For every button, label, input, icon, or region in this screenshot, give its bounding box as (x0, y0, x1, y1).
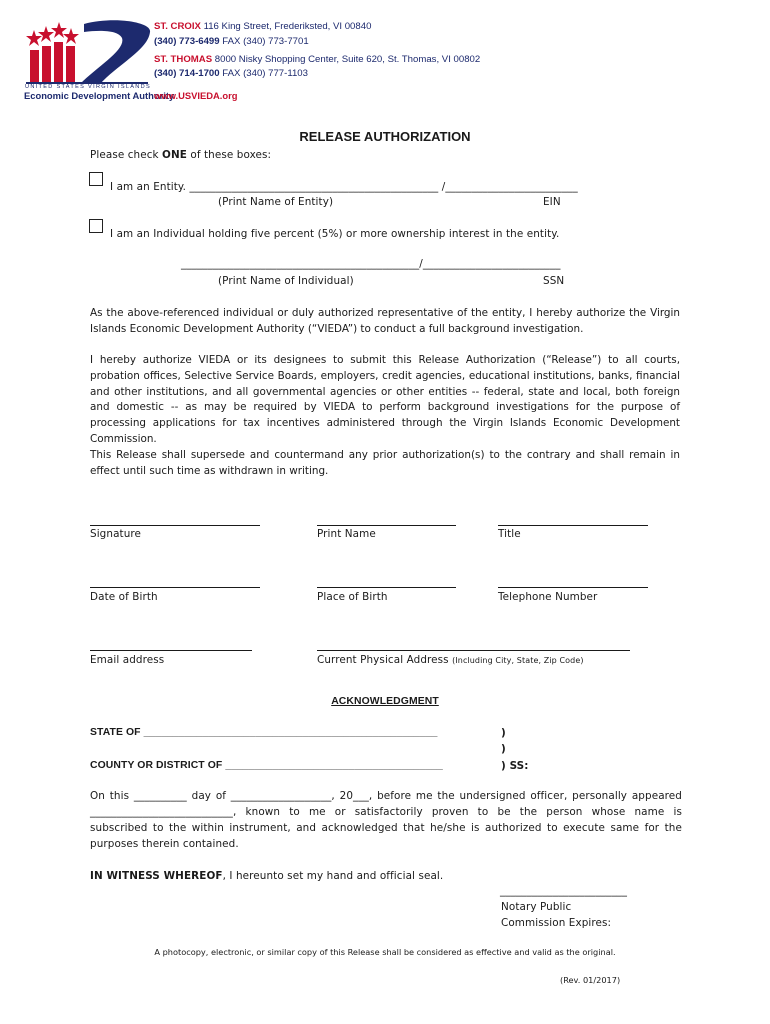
authorization-paragraph-2: I hereby authorize VIEDA or its designees to submit this Release Authorization (“Release”) to all courts, probation offices, Selective Service Boards, employers, credit agencies, educational institutions, banks, financial and other institutions, and all governmental agencies or other entities -- federal, state and local, both foreign and domestic -- as may be required by VIEDA to perform background investigations for the purpose of processing applications for tax incentives administered through the Virgin Islands Economic Development Commission. (90, 354, 680, 445)
place-of-birth-line[interactable] (317, 587, 456, 588)
stcroix-street: 116 King Street, Frederiksted, VI 00840 (203, 21, 372, 32)
address-line[interactable] (317, 650, 630, 651)
notary-signature-line[interactable]: ________________________ (500, 885, 628, 897)
telephone-line[interactable] (498, 587, 648, 588)
entity-name-caption: (Print Name of Entity) (218, 196, 334, 208)
ack-body-line-1: On this __________ day of ___________________, 20___, before me the undersigned officer, personally appeared (90, 790, 682, 802)
stthomas-street: 8000 Nisky Shopping Center, Suite 620, St. Thomas, VI 00802 (214, 54, 481, 65)
entity-option-text: I am an Entity. _______________________________________________ /_________________________ (110, 181, 578, 193)
individual-option-text: I am an Individual holding five percent (5%) or more ownership interest in the entity. (110, 228, 560, 240)
witness-bold: IN WITNESS WHEREOF (90, 870, 223, 882)
individual-line: _____________________________________________/__________________________ (181, 258, 561, 270)
revision-label: (Rev. 01/2017) (560, 975, 621, 985)
entity-checkbox[interactable] (89, 172, 103, 186)
address-note: (Including City, State, Zip Code) (452, 656, 584, 665)
ss-label: ) SS: (501, 760, 529, 772)
date-of-birth-line[interactable] (90, 587, 260, 588)
signature-label: Signature (90, 528, 142, 540)
witness-statement (90, 870, 443, 882)
stcroix-phone: (340) 773-6499 (154, 36, 220, 47)
address-label (317, 654, 584, 666)
telephone-label: Telephone Number (498, 591, 598, 603)
authorization-paragraph-1: As the above-referenced individual or duly authorized representative of the entity, I hereby authorize the Virgin Islands Economic Development Authority (“VIEDA”) to conduct a full background investigation. (90, 307, 680, 335)
witness-rest: , I hereunto set my hand and official seal. (222, 870, 444, 882)
copy-note: A photocopy, electronic, or similar copy of this Release shall be considered as effective and valid as the original. (154, 947, 616, 957)
instruction-post: of these boxes: (186, 149, 272, 161)
title-label: Title (498, 528, 521, 540)
paren-2: ) (501, 743, 506, 755)
stthomas-phone: (340) 714-1700 (154, 68, 220, 79)
print-name-line[interactable] (317, 525, 456, 526)
individual-name-caption: (Print Name of Individual) (218, 275, 354, 287)
signature-line[interactable] (90, 525, 260, 526)
state-of-field[interactable]: STATE OF __________________________________________________ (90, 727, 438, 738)
email-line[interactable] (90, 650, 252, 651)
email-label: Email address (90, 654, 165, 666)
stthomas-address (154, 54, 480, 65)
notary-label: Notary Public (501, 901, 572, 913)
stcroix-label: ST. CROIX (154, 21, 201, 32)
ack-body-line-3: subscribed to the within instrument, and acknowledged that he/she is authorized to execute same for the (90, 822, 682, 834)
website-link[interactable]: www.USVIEDA.org (154, 90, 238, 101)
county-field[interactable]: COUNTY OR DISTRICT OF _____________________________________ (90, 760, 443, 771)
instruction-text (90, 149, 271, 161)
stcroix-contact (154, 36, 309, 47)
stthomas-label: ST. THOMAS (154, 54, 213, 65)
title-line[interactable] (498, 525, 648, 526)
page-title: RELEASE AUTHORIZATION (299, 129, 471, 144)
org-name: Economic Development Authority (24, 90, 175, 101)
authorization-paragraph-3: This Release shall supersede and countermand any prior authorization(s) to the contrary and shall remain in effect until such time as withdrawn in writing. (90, 449, 680, 477)
place-of-birth-label: Place of Birth (317, 591, 388, 603)
acknowledgment-heading: ACKNOWLEDGMENT (331, 696, 439, 707)
address-label-text: Current Physical Address (317, 654, 449, 666)
date-of-birth-label: Date of Birth (90, 591, 158, 603)
ack-body-line-2: ___________________________, known to me or satisfactorily proven to be the person whose name is (90, 806, 682, 818)
commission-label: Commission Expires: (501, 917, 612, 929)
ack-body-line-4: purposes therein contained. (90, 838, 239, 850)
ssn-caption: SSN (543, 275, 565, 287)
stcroix-address (154, 21, 371, 32)
stthomas-fax: FAX (340) 777-1103 (222, 68, 308, 79)
individual-checkbox[interactable] (89, 219, 103, 233)
instruction-pre: Please check (90, 149, 163, 161)
logo-tagline: UNITED STATES VIRGIN ISLANDS (25, 84, 152, 90)
stcroix-fax: FAX (340) 773-7701 (222, 36, 309, 47)
stthomas-contact (154, 68, 308, 79)
paren-1: ) (501, 727, 506, 739)
instruction-emphasis: ONE (162, 149, 187, 161)
ein-caption: EIN (543, 196, 561, 208)
print-name-label: Print Name (317, 528, 376, 540)
